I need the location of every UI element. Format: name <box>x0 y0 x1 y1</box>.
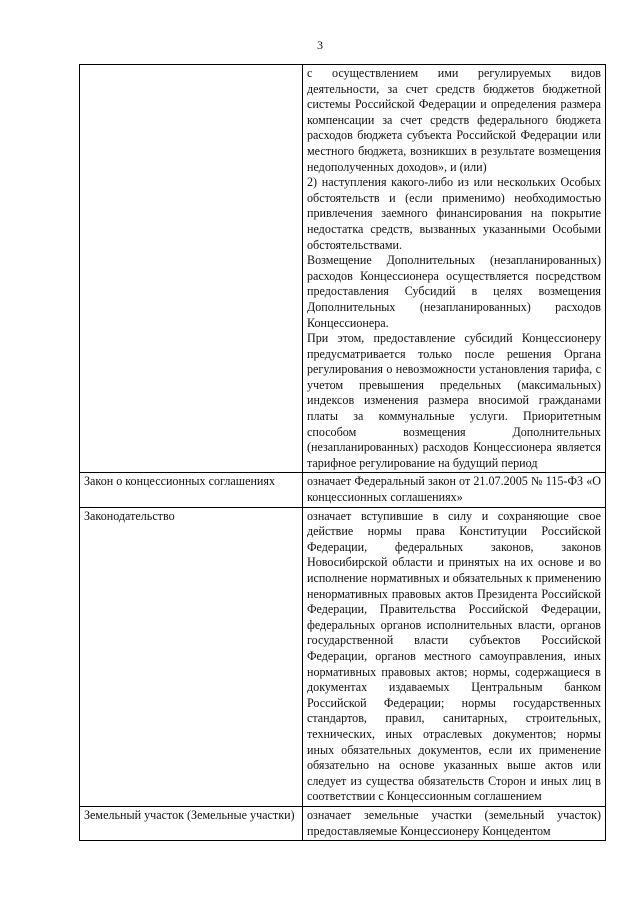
definition-paragraph: означает вступившие в силу и сохраняющие свое действие нормы права Конституции Российской Федерации, федеральных законов, законов Новосибирской области и принятых на их основе и во исполнение нормативных и обязательных к применению ненормативных правовых актов Президента Российской Федерации, Правительства Российской Федерации, федеральных органов исполнительных власти, органов государственной власти субъектов Российской Федерации, органов местного самоуправления, иных нормативных правовых актов; нормы, содержащиеся в документах издаваемых Центральным банком Российской Федерации; нормы государственных стандартов, правил, санитарных, строительных, технических, иных отраслевых документов; нормы иных обязательных документов, если их применение обязательно на основе указанных выше актов или следует из существа обязательств Сторон и иных лиц в соответствии с Концессионным соглашением <box>307 508 601 804</box>
definition-paragraph: означает Федеральный закон от 21.07.2005 № 115-ФЗ «О концессионных соглашениях» <box>307 474 601 505</box>
table-row <box>80 473 606 507</box>
definition-cell <box>303 507 606 806</box>
page-number: 3 <box>317 38 323 52</box>
table-row <box>80 65 606 473</box>
term-cell <box>80 65 303 473</box>
term-cell: Законодательство <box>80 507 303 806</box>
definition-paragraph: с осуществлением ими регулируемых видов деятельности, за счет средств бюджетов бюджетной системы Российской Федерации и определения размера компенсации за счет средств федерального бюджета расходов бюджета субъекта Российской Федерации или местного бюджета, возникших в результате возмещения недополученных доходов», и (или) <box>307 66 601 174</box>
definition-cell <box>303 473 606 507</box>
definitions-table <box>79 64 606 841</box>
table-row <box>80 806 606 840</box>
term-cell: Земельный участок (Земельные участки) <box>80 806 303 840</box>
term-cell: Закон о концессионных соглашениях <box>80 473 303 507</box>
definition-cell <box>303 65 606 473</box>
definition-paragraph: При этом, предоставление субсидий Концессионеру предусматривается только после решения Органа регулирования о невозможности установления тарифа, с учетом превышения предельных (максимальных) индексов изменения размера вносимой гражданами платы за коммунальные услуги. Приоритетным способом возмещения Дополнительных (незапланированных) расходов Концессионера является тарифное регулирование на будущий период <box>307 331 601 470</box>
definition-paragraph: 2) наступления какого-либо из или нескольких Особых обстоятельств и (если применимо) необходимостью привлечения заемного финансирования на покрытие недостатка средств, вызванных указанными Особыми обстоятельствами. <box>307 175 601 252</box>
table-row <box>80 507 606 806</box>
definition-paragraph: означает земельные участки (земельный участок) предоставляемые Концессионеру Концедентом <box>307 807 601 838</box>
definition-paragraph: Возмещение Дополнительных (незапланированных) расходов Концессионера осуществляется посредством предоставления Субсидий в целях возмещения Дополнительных (незапланированных) расходов Концессионера. <box>307 253 601 330</box>
definition-cell <box>303 806 606 840</box>
